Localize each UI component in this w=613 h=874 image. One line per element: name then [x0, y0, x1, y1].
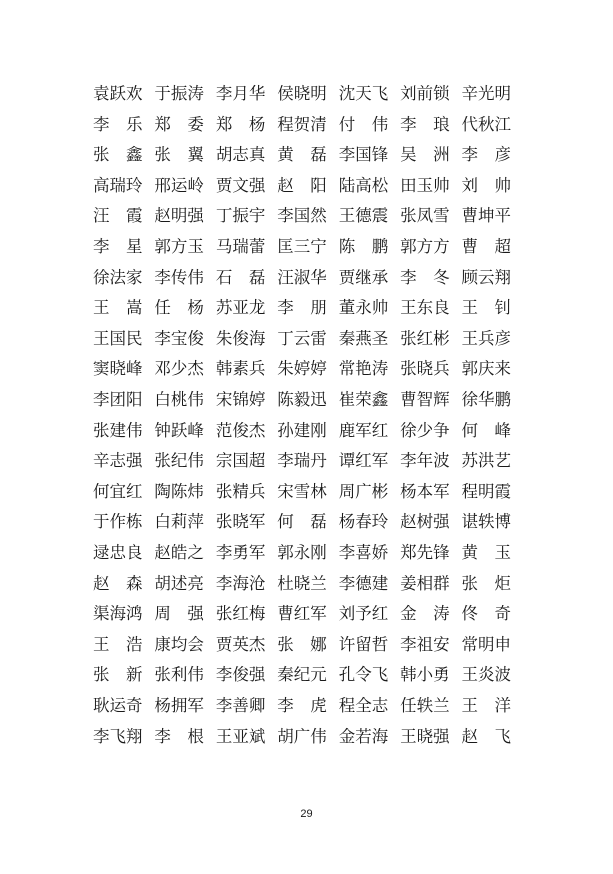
name-entry: 张凤雪 — [400, 206, 450, 226]
name-entry: 鹿军红 — [338, 420, 389, 440]
name-entry: 李宝俊 — [154, 328, 204, 348]
name-entry: 李喜娇 — [338, 542, 389, 562]
name-entry: 刘 帅 — [461, 175, 512, 195]
name-row — [93, 446, 523, 477]
name-row — [93, 293, 523, 324]
name-entry: 张建伟 — [93, 420, 143, 440]
name-entry: 付 伟 — [338, 114, 389, 134]
name-entry: 张 炬 — [461, 573, 512, 593]
name-row — [93, 691, 523, 722]
name-entry: 赵树强 — [400, 512, 450, 532]
name-row — [93, 569, 523, 600]
name-entry: 秦纪元 — [277, 665, 327, 685]
name-row — [93, 599, 523, 630]
name-entry: 李 琅 — [400, 114, 450, 134]
name-entry: 汪淑华 — [277, 267, 327, 287]
name-entry: 李瑞丹 — [277, 451, 327, 471]
name-row — [93, 201, 523, 232]
name-entry: 李勇军 — [215, 542, 266, 562]
name-entry: 于振涛 — [154, 84, 204, 104]
name-entry: 李国锋 — [338, 145, 389, 165]
name-entry: 张精兵 — [215, 481, 266, 501]
name-entry: 张红彬 — [400, 328, 450, 348]
name-entry: 窦晓峰 — [93, 359, 143, 379]
name-entry: 袁跃欢 — [93, 84, 143, 104]
name-entry: 金若海 — [338, 726, 389, 746]
name-entry: 赵明强 — [154, 206, 204, 226]
name-entry: 崔荣鑫 — [338, 389, 389, 409]
name-entry: 周 强 — [154, 604, 204, 624]
name-entry: 沈天飞 — [338, 84, 389, 104]
name-entry: 李祖安 — [400, 634, 450, 654]
name-entry: 郭庆来 — [461, 359, 512, 379]
name-entry: 宋锦婷 — [215, 389, 266, 409]
name-entry: 李国然 — [277, 206, 327, 226]
name-entry: 许留哲 — [338, 634, 389, 654]
name-entry: 辛志强 — [93, 451, 143, 471]
name-entry: 丁云雷 — [277, 328, 327, 348]
name-entry: 郭永刚 — [277, 542, 327, 562]
name-entry: 杜晓兰 — [277, 573, 327, 593]
name-entry: 李年波 — [400, 451, 450, 471]
name-entry: 韩素兵 — [215, 359, 266, 379]
name-entry: 李德建 — [338, 573, 389, 593]
name-entry: 朱俊海 — [215, 328, 266, 348]
name-entry: 贾文强 — [215, 175, 266, 195]
name-entry: 程全志 — [338, 695, 389, 715]
name-entry: 王晓强 — [400, 726, 450, 746]
name-entry: 邢运岭 — [154, 175, 204, 195]
page-number: 29 — [300, 808, 313, 820]
name-entry: 王国民 — [93, 328, 143, 348]
name-entry: 程明霞 — [461, 481, 512, 501]
name-entry: 康均会 — [154, 634, 204, 654]
name-entry: 贾英杰 — [215, 634, 266, 654]
name-entry: 常艳涛 — [338, 359, 389, 379]
name-entry: 李 根 — [154, 726, 204, 746]
name-entry: 于作栋 — [93, 512, 143, 532]
name-entry: 郑先锋 — [400, 542, 450, 562]
name-entry: 胡广伟 — [277, 726, 327, 746]
name-entry: 白莉萍 — [154, 512, 204, 532]
name-entry: 赵皓之 — [154, 542, 204, 562]
name-entry: 张晓军 — [215, 512, 266, 532]
name-entry: 王 嵩 — [93, 298, 143, 318]
name-row — [93, 171, 523, 202]
name-entry: 吴 洲 — [400, 145, 450, 165]
name-row — [93, 324, 523, 355]
name-entry: 张 娜 — [277, 634, 327, 654]
name-entry: 杨春玲 — [338, 512, 389, 532]
name-entry: 孔令飞 — [338, 665, 389, 685]
name-entry: 李飞翔 — [93, 726, 143, 746]
name-entry: 侯晓明 — [277, 84, 327, 104]
name-entry: 何 磊 — [277, 512, 327, 532]
name-entry: 王兵彦 — [461, 328, 512, 348]
name-entry: 谭红军 — [338, 451, 389, 471]
name-entry: 张晓兵 — [400, 359, 450, 379]
name-entry: 曹坤平 — [461, 206, 512, 226]
name-entry: 徐少争 — [400, 420, 450, 440]
name-entry: 赵 飞 — [461, 726, 512, 746]
name-entry: 何 峰 — [461, 420, 512, 440]
name-entry: 王炎波 — [461, 665, 512, 685]
name-entry: 李俊强 — [215, 665, 266, 685]
name-entry: 张 鑫 — [93, 145, 143, 165]
name-entry: 秦燕圣 — [338, 328, 389, 348]
name-entry: 张 新 — [93, 665, 143, 685]
name-entry: 任 杨 — [154, 298, 204, 318]
name-entry: 王 洋 — [461, 695, 512, 715]
name-entry: 张红梅 — [215, 604, 266, 624]
name-entry: 郭方玉 — [154, 237, 204, 257]
name-entry: 黄 磊 — [277, 145, 327, 165]
name-entry: 匡三宁 — [277, 237, 327, 257]
name-entry: 徐法家 — [93, 267, 143, 287]
name-entry: 李团阳 — [93, 389, 143, 409]
name-row — [93, 79, 523, 110]
name-entry: 胡志真 — [215, 145, 266, 165]
name-row — [93, 140, 523, 171]
name-entry: 高瑞玲 — [93, 175, 143, 195]
names-grid — [93, 79, 523, 752]
name-entry: 何宜红 — [93, 481, 143, 501]
name-entry: 田玉帅 — [400, 175, 450, 195]
name-entry: 王德震 — [338, 206, 389, 226]
name-entry: 朱婷婷 — [277, 359, 327, 379]
name-row — [93, 263, 523, 294]
name-entry: 汪 霞 — [93, 206, 143, 226]
name-entry: 杨本军 — [400, 481, 450, 501]
name-entry: 代秋江 — [461, 114, 512, 134]
name-row — [93, 354, 523, 385]
name-row — [93, 385, 523, 416]
name-entry: 李月华 — [215, 84, 266, 104]
name-row — [93, 232, 523, 263]
name-entry: 张纪伟 — [154, 451, 204, 471]
name-entry: 陈 鹏 — [338, 237, 389, 257]
name-entry: 顾云翔 — [461, 267, 512, 287]
name-entry: 曹 超 — [461, 237, 512, 257]
name-entry: 马瑞蕾 — [215, 237, 266, 257]
name-entry: 陆高松 — [338, 175, 389, 195]
name-entry: 王亚斌 — [215, 726, 266, 746]
name-entry: 金 涛 — [400, 604, 450, 624]
name-entry: 王 钊 — [461, 298, 512, 318]
name-entry: 常明申 — [461, 634, 512, 654]
name-entry: 赵 森 — [93, 573, 143, 593]
name-entry: 耿运奇 — [93, 695, 143, 715]
name-entry: 任轶兰 — [400, 695, 450, 715]
name-entry: 李 虎 — [277, 695, 327, 715]
name-entry: 辛光明 — [461, 84, 512, 104]
name-entry: 范俊杰 — [215, 420, 266, 440]
name-entry: 陈毅迅 — [277, 389, 327, 409]
name-entry: 丁振宇 — [215, 206, 266, 226]
name-entry: 杨拥军 — [154, 695, 204, 715]
name-entry: 渠海鸿 — [93, 604, 143, 624]
name-entry: 李 冬 — [400, 267, 450, 287]
name-entry: 白桃伟 — [154, 389, 204, 409]
name-entry: 黄 玉 — [461, 542, 512, 562]
name-entry: 刘予红 — [338, 604, 389, 624]
name-entry: 李 彦 — [461, 145, 512, 165]
name-entry: 谌轶博 — [461, 512, 512, 532]
name-row — [93, 660, 523, 691]
name-entry: 郑 杨 — [215, 114, 266, 134]
name-entry: 曹红军 — [277, 604, 327, 624]
name-entry: 邓少杰 — [154, 359, 204, 379]
name-entry: 胡述亮 — [154, 573, 204, 593]
name-entry: 郑 委 — [154, 114, 204, 134]
name-entry: 李 星 — [93, 237, 143, 257]
name-entry: 周广彬 — [338, 481, 389, 501]
name-entry: 石 磊 — [215, 267, 266, 287]
name-entry: 贾继承 — [338, 267, 389, 287]
name-entry: 李善卿 — [215, 695, 266, 715]
name-row — [93, 538, 523, 569]
name-row — [93, 477, 523, 508]
name-entry: 程贺清 — [277, 114, 327, 134]
name-entry: 苏洪艺 — [461, 451, 512, 471]
name-entry: 孙建刚 — [277, 420, 327, 440]
name-entry: 董永帅 — [338, 298, 389, 318]
name-entry: 逯忠良 — [93, 542, 143, 562]
name-entry: 陶陈炜 — [154, 481, 204, 501]
name-entry: 张利伟 — [154, 665, 204, 685]
name-entry: 王 浩 — [93, 634, 143, 654]
name-entry: 徐华鹏 — [461, 389, 512, 409]
name-entry: 张 翼 — [154, 145, 204, 165]
name-entry: 王东良 — [400, 298, 450, 318]
name-entry: 佟 奇 — [461, 604, 512, 624]
name-entry: 曹智辉 — [400, 389, 450, 409]
name-row — [93, 110, 523, 141]
name-entry: 李海沧 — [215, 573, 266, 593]
name-entry: 宗国超 — [215, 451, 266, 471]
name-entry: 李 朋 — [277, 298, 327, 318]
name-entry: 郭方方 — [400, 237, 450, 257]
name-row — [93, 507, 523, 538]
name-entry: 李传伟 — [154, 267, 204, 287]
name-entry: 苏亚龙 — [215, 298, 266, 318]
name-row — [93, 630, 523, 661]
name-entry: 刘前锁 — [400, 84, 450, 104]
name-row — [93, 416, 523, 447]
name-entry: 姜相群 — [400, 573, 450, 593]
name-entry: 韩小勇 — [400, 665, 450, 685]
name-entry: 赵 阳 — [277, 175, 327, 195]
name-entry: 宋雪林 — [277, 481, 327, 501]
name-entry: 李 乐 — [93, 114, 143, 134]
name-entry: 钟跃峰 — [154, 420, 204, 440]
name-row — [93, 721, 523, 752]
